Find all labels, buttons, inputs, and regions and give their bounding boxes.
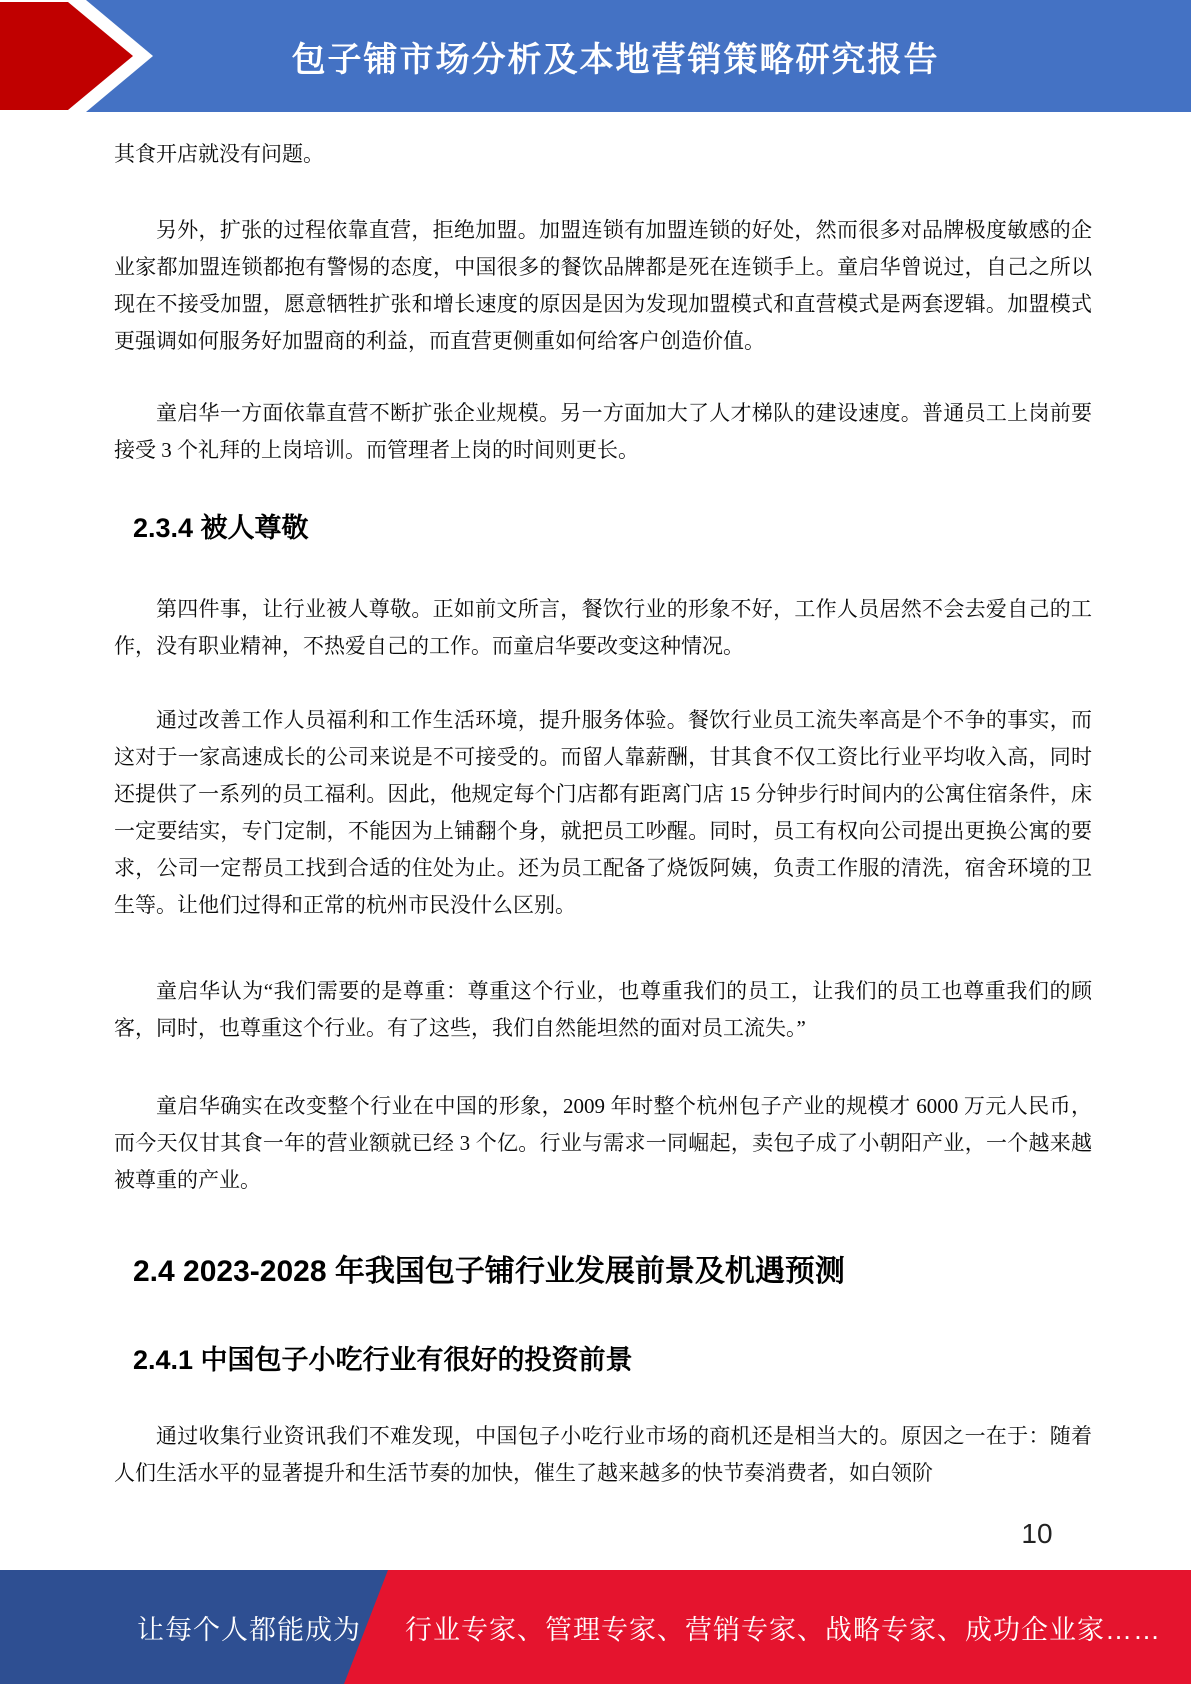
section-heading-2-4: 2.4 2023-2028 年我国包子铺行业发展前景及机遇预测 (133, 1255, 845, 1288)
footer-slogan-left: 让每个人都能成为 (137, 1614, 361, 1645)
header-banner (0, 0, 1191, 112)
body-paragraph: 通过改善工作人员福利和工作生活环境，提升服务体验。餐饮行业员工流失率高是个不争的事实，而这对于一家高速成长的公司来说是不可接受的。而留人靠薪酬，甘其食不仅工资比行业平均收入高，同时还提供了一系列的员工福利。因此，他规定每个门店都有距离门店 15 分钟步行时间内的公寓住宿条件，床一定要结实，专门定制，不能因为上铺翻个身，就把员工吵醒。同时，员工有权向公司提出更换公寓的要求，公司一定帮员工找到合适的住处为止。还为员工配备了烧饭阿姨，负责工作服的清洗，宿舍环境的卫生等。让他们过得和正常的杭州市民没什么区别。 (114, 708, 1092, 917)
body-paragraph: 通过收集行业资讯我们不难发现，中国包子小吃行业市场的商机还是相当大的。原因之一在于：随着人们生活水平的显著提升和生活节奏的加快，催生了越来越多的快节奏消费者，如白领阶 (114, 1424, 1092, 1485)
body-paragraph: 童启华确实在改变整个行业在中国的形象，2009 年时整个杭州包子产业的规模才 6000 万元人民币，而今天仅甘其食一年的营业额就已经 3 个亿。行业与需求一同崛起，卖包子成了小朝阳产业，一个越来越被尊重的产业。 (114, 1094, 1092, 1192)
footer-slogan-right: 行业专家、管理专家、营销专家、战略专家、成功企业家…… (405, 1614, 1161, 1645)
body-paragraph: 第四件事，让行业被人尊敬。正如前文所言，餐饮行业的形象不好，工作人员居然不会去爱自己的工作，没有职业精神，不热爱自己的工作。而童启华要改变这种情况。 (114, 597, 1092, 658)
body-paragraph: 童启华一方面依靠直营不断扩张企业规模。另一方面加大了人才梯队的建设速度。普通员工上岗前要接受 3 个礼拜的上岗培训。而管理者上岗的时间则更长。 (114, 401, 1092, 462)
body-paragraph: 另外，扩张的过程依靠直营，拒绝加盟。加盟连锁有加盟连锁的好处，然而很多对品牌极度敏感的企业家都加盟连锁都抱有警惕的态度，中国很多的餐饮品牌都是死在连锁手上。童启华曾说过，自己之所以现在不接受加盟，愿意牺牲扩张和增长速度的原因是因为发现加盟模式和直营模式是两套逻辑。加盟模式更强调如何服务好加盟商的利益，而直营更侧重如何给客户创造价值。 (114, 218, 1092, 353)
body-paragraph: 其食开店就没有问题。 (114, 142, 324, 166)
page-number: 10 (1021, 1518, 1053, 1549)
report-title: 包子铺市场分析及本地营销策略研究报告 (291, 40, 940, 79)
section-heading-2-3-4: 2.3.4 被人尊敬 (133, 513, 309, 543)
body-paragraph: 童启华认为“我们需要的是尊重：尊重这个行业，也尊重我们的员工，让我们的员工也尊重我们的顾客，同时，也尊重这个行业。有了这些，我们自然能坦然的面对员工流失。” (114, 979, 1092, 1040)
section-heading-2-4-1: 2.4.1 中国包子小吃行业有很好的投资前景 (133, 1345, 633, 1375)
footer-band (0, 1570, 1191, 1684)
